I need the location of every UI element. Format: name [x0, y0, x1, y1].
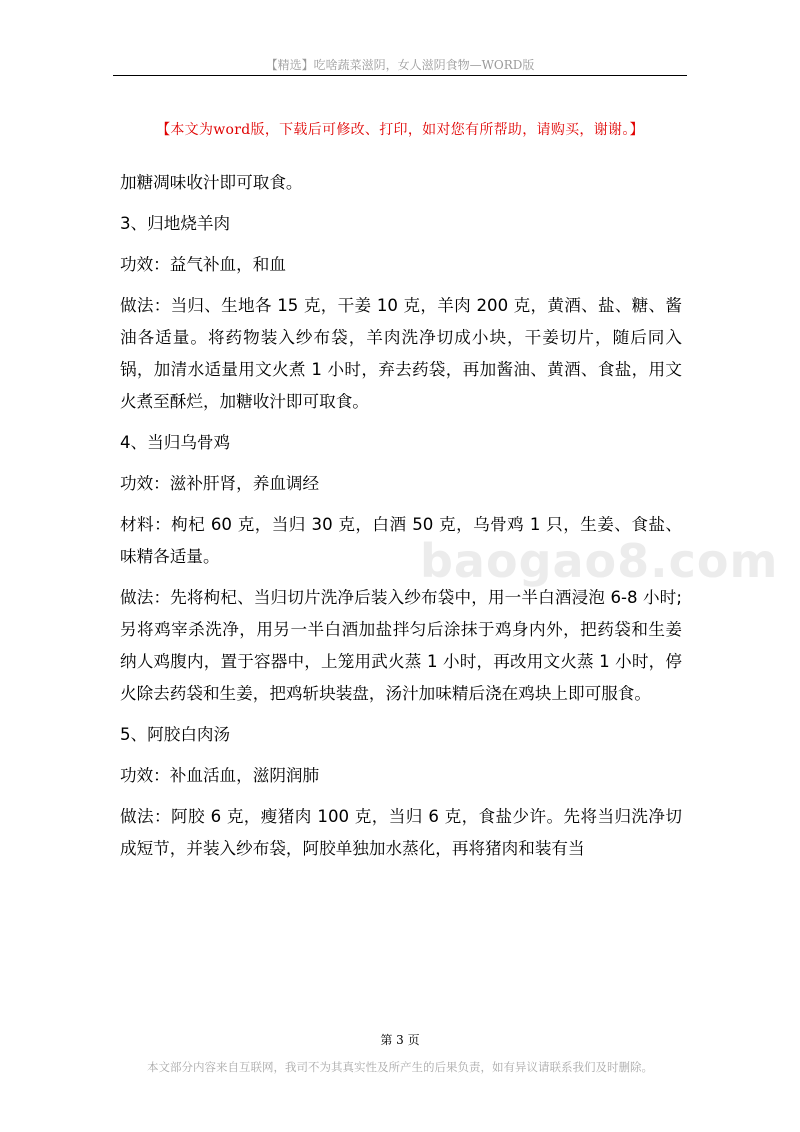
document-header: 【精选】吃啥蔬菜滋阴，女人滋阴食物—WORD版 [265, 58, 535, 72]
recipe-title: 4、当归乌骨鸡 [120, 433, 231, 452]
recipe-method: 做法：当归、生地各 15 克，干姜 10 克，羊肉 200 克，黄酒、盐、糖、酱油各适量。将药物装入纱布袋，羊肉洗净切成小块，干姜切片，随后同入锅，加清水适量用文火煮 1 小时，弃去药袋，再加酱油、黄酒、食盐，用文火煮至酥烂，加糖收汁即可取食。 [120, 296, 682, 411]
recipe-method: 做法：先将枸杞、当归切片洗净后装入纱布袋中，用一半白酒浸泡 6-8 小时;另将鸡宰杀洗净，用另一半白酒加盐拌匀后涂抹于鸡身内外，把药袋和生姜纳人鸡腹内，置于容器中，上笼用武火蒸 1 小时，再改用文火蒸 1 小时，停火除去药袋和生姜，把鸡斩块装盘，汤汁加味精后浇在鸡块上即可服食。 [120, 588, 682, 703]
footer-disclaimer: 本文部分内容来自互联网，我司不为其真实性及所产生的后果负责，如有异议请联系我们及时删除。 [147, 1060, 653, 1074]
recipe-effect: 功效：益气补血，和血 [120, 255, 286, 274]
page-number: 第 3 页 [380, 1033, 420, 1047]
watermark: baogao8.com [420, 534, 779, 588]
recipe-title: 5、阿胶白肉汤 [120, 725, 231, 744]
document-body [120, 167, 779, 874]
purchase-notice: 【本文为word版，下载后可修改、打印，如对您有所帮助，请购买，谢谢。】 [156, 122, 644, 138]
header-divider [113, 75, 687, 76]
recipe-effect: 功效：补血活血，滋阴润肺 [120, 766, 320, 785]
recipe-ingredients: 材料：枸杞 60 克，当归 30 克，白酒 50 克，乌骨鸡 1 只，生姜、食盐、味精各适量。 [120, 515, 682, 566]
recipe-method: 做法：阿胶 6 克，瘦猪肉 100 克，当归 6 克，食盐少许。先将当归洗净切成短节，并装入纱布袋，阿胶单独加水蒸化，再将猪肉和装有当 [120, 807, 682, 858]
paragraph: 加糖凋味收汁即可取食。 [120, 173, 303, 192]
recipe-effect: 功效：滋补肝肾，养血调经 [120, 474, 320, 493]
recipe-title: 3、归地烧羊肉 [120, 214, 231, 233]
